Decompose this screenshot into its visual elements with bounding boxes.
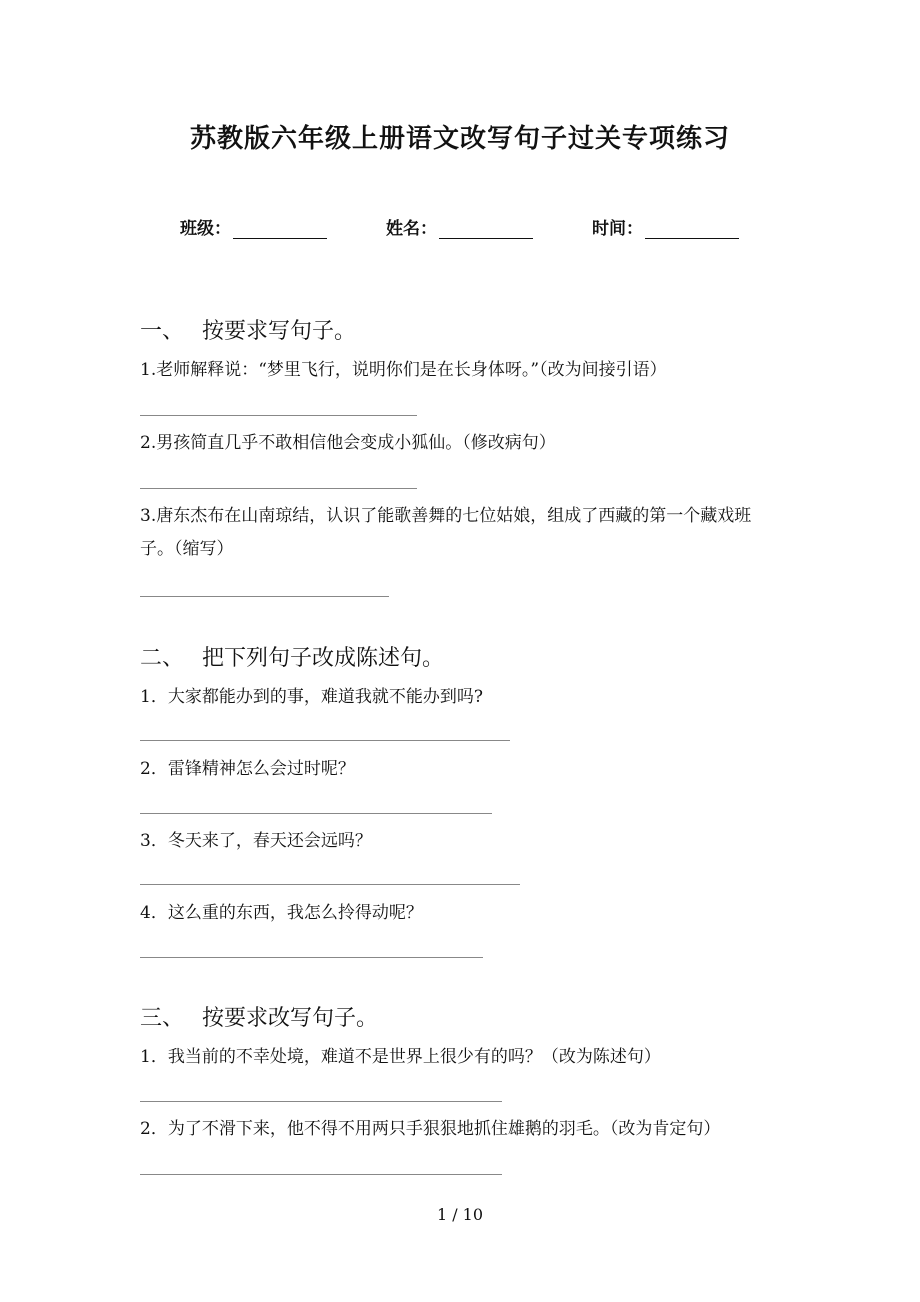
section-2-heading <box>140 641 444 672</box>
section-title: 把下列句子改成陈述句。 <box>202 646 445 671</box>
time-blank <box>645 221 739 239</box>
section-1-heading <box>140 314 356 345</box>
class-label: 班级： <box>180 219 231 239</box>
page-title: 苏教版六年级上册语文改写句子过关专项练习 <box>189 124 730 154</box>
time-field <box>592 214 739 239</box>
answer-line <box>140 1174 502 1175</box>
time-label: 时间： <box>592 219 643 239</box>
name-label: 姓名： <box>386 219 437 239</box>
question-1-2: 2.男孩简直几乎不敢相信他会变成小狐仙。（修改病句） <box>140 433 556 453</box>
section-3-heading <box>140 1001 378 1032</box>
question-1-1: 1.老师解释说：“梦里飞行，说明你们是在长身体呀。”（改为间接引语） <box>140 360 667 380</box>
question-2-3: 3．冬天来了，春天还会远吗？ <box>140 831 372 851</box>
answer-line <box>140 488 417 489</box>
section-title: 按要求改写句子。 <box>202 1006 379 1031</box>
answer-line <box>140 1101 502 1102</box>
name-blank <box>439 221 533 239</box>
section-number: 三、 <box>140 1006 185 1031</box>
question-2-2: 2．雷锋精神怎么会过时呢？ <box>140 759 355 779</box>
question-1-3: 3.唐东杰布在山南琼结，认识了能歌善舞的七位姑娘，组成了西藏的第一个藏戏班子。（缩写） <box>140 506 752 559</box>
class-field <box>180 214 327 239</box>
answer-line <box>140 884 520 885</box>
section-number: 一、 <box>140 319 185 344</box>
name-field <box>386 214 533 239</box>
question-2-4: 4．这么重的东西，我怎么拎得动呢？ <box>140 903 423 923</box>
answer-line <box>140 596 389 597</box>
question-2-1: 1．大家都能办到的事，难道我就不能办到吗? <box>140 687 483 707</box>
class-blank <box>233 221 327 239</box>
answer-line <box>140 957 483 958</box>
page-number: 1 / 10 <box>436 1205 484 1224</box>
answer-line <box>140 740 510 741</box>
section-title: 按要求写句子。 <box>202 319 357 344</box>
answer-line <box>140 813 492 814</box>
question-3-2: 2．为了不滑下来，他不得不用两只手狠狠地抓住雄鹅的羽毛。（改为肯定句） <box>140 1119 721 1139</box>
answer-line <box>140 415 417 416</box>
question-3-1: 1．我当前的不幸处境，难道不是世界上很少有的吗？（改为陈述句） <box>140 1047 661 1067</box>
section-number: 二、 <box>140 646 185 671</box>
